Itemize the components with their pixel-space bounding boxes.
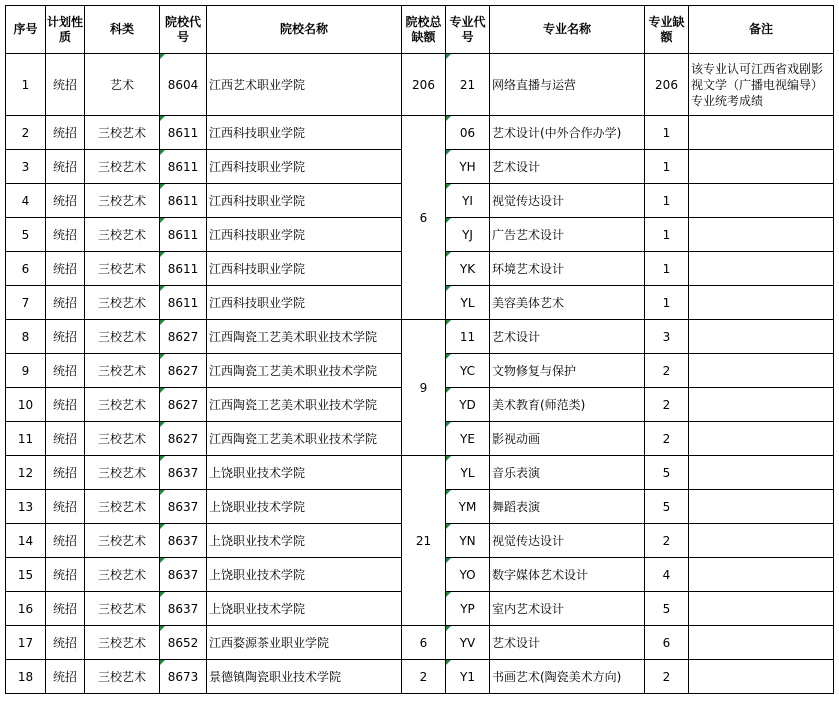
- major-code-cell: YC: [446, 354, 490, 388]
- major-name-cell: 舞蹈表演: [490, 490, 645, 524]
- major-code-cell: YK: [446, 252, 490, 286]
- plan-cell: 统招: [46, 524, 85, 558]
- category-cell: 三校艺术: [85, 524, 160, 558]
- major-name-cell: 网络直播与运营: [490, 54, 645, 116]
- school-code-cell: 8611: [160, 116, 207, 150]
- school-name-cell: 江西科技职业学院: [207, 116, 402, 150]
- major-gap-cell: 2: [645, 524, 689, 558]
- note-cell: [689, 626, 834, 660]
- major-name-cell: 美术教育(师范类): [490, 388, 645, 422]
- school-name-cell: 上饶职业技术学院: [207, 456, 402, 490]
- major-code-cell: YN: [446, 524, 490, 558]
- school-name-cell: 江西陶瓷工艺美术职业技术学院: [207, 354, 402, 388]
- school-name-cell: 江西科技职业学院: [207, 252, 402, 286]
- seq-cell: 13: [6, 490, 46, 524]
- school-name-cell: 景德镇陶瓷职业技术学院: [207, 660, 402, 694]
- major-name-cell: 环境艺术设计: [490, 252, 645, 286]
- plan-cell: 统招: [46, 150, 85, 184]
- header-school-code: 院校代号: [160, 6, 207, 54]
- major-name-cell: 广告艺术设计: [490, 218, 645, 252]
- category-cell: 三校艺术: [85, 286, 160, 320]
- header-school-total: 院校总缺额: [402, 6, 446, 54]
- category-cell: 三校艺术: [85, 218, 160, 252]
- school-name-cell: 江西科技职业学院: [207, 184, 402, 218]
- seq-cell: 11: [6, 422, 46, 456]
- table-row: [6, 54, 834, 116]
- header-major-code: 专业代号: [446, 6, 490, 54]
- major-code-cell: YL: [446, 456, 490, 490]
- plan-cell: 统招: [46, 592, 85, 626]
- header-note: 备注: [689, 6, 834, 54]
- major-gap-cell: 2: [645, 422, 689, 456]
- table-row: [6, 116, 834, 150]
- category-cell: 三校艺术: [85, 660, 160, 694]
- table-row: [6, 660, 834, 694]
- seq-cell: 17: [6, 626, 46, 660]
- major-name-cell: 书画艺术(陶瓷美术方向): [490, 660, 645, 694]
- major-gap-cell: 1: [645, 116, 689, 150]
- note-cell: [689, 184, 834, 218]
- major-name-cell: 艺术设计: [490, 150, 645, 184]
- major-code-cell: YV: [446, 626, 490, 660]
- seq-cell: 3: [6, 150, 46, 184]
- major-gap-cell: 206: [645, 54, 689, 116]
- category-cell: 艺术: [85, 54, 160, 116]
- plan-cell: 统招: [46, 558, 85, 592]
- major-code-cell: YL: [446, 286, 490, 320]
- major-name-cell: 视觉传达设计: [490, 524, 645, 558]
- school-code-cell: 8627: [160, 354, 207, 388]
- seq-cell: 8: [6, 320, 46, 354]
- header-school-name: 院校名称: [207, 6, 402, 54]
- category-cell: 三校艺术: [85, 150, 160, 184]
- major-name-cell: 艺术设计: [490, 626, 645, 660]
- seq-cell: 14: [6, 524, 46, 558]
- table-row: [6, 626, 834, 660]
- note-cell: [689, 354, 834, 388]
- school-total-cell: 2: [402, 660, 446, 694]
- major-code-cell: YD: [446, 388, 490, 422]
- table-row: [6, 456, 834, 490]
- major-gap-cell: 5: [645, 490, 689, 524]
- school-name-cell: 江西科技职业学院: [207, 286, 402, 320]
- note-cell: [689, 218, 834, 252]
- seq-cell: 18: [6, 660, 46, 694]
- major-name-cell: 美容美体艺术: [490, 286, 645, 320]
- plan-cell: 统招: [46, 354, 85, 388]
- note-cell: [689, 422, 834, 456]
- school-code-cell: 8611: [160, 184, 207, 218]
- seq-cell: 16: [6, 592, 46, 626]
- plan-cell: 统招: [46, 626, 85, 660]
- school-name-cell: 江西科技职业学院: [207, 150, 402, 184]
- plan-cell: 统招: [46, 422, 85, 456]
- school-name-cell: 江西科技职业学院: [207, 218, 402, 252]
- vacancy-table: [5, 5, 834, 694]
- major-code-cell: YH: [446, 150, 490, 184]
- major-name-cell: 室内艺术设计: [490, 592, 645, 626]
- major-gap-cell: 1: [645, 150, 689, 184]
- header-category: 科类: [85, 6, 160, 54]
- major-code-cell: YE: [446, 422, 490, 456]
- plan-cell: 统招: [46, 218, 85, 252]
- school-name-cell: 上饶职业技术学院: [207, 592, 402, 626]
- school-code-cell: 8637: [160, 592, 207, 626]
- note-cell: 该专业认可江西省戏剧影视文学（广播电视编导）专业统考成绩: [689, 54, 834, 116]
- category-cell: 三校艺术: [85, 558, 160, 592]
- header-major-gap: 专业缺额: [645, 6, 689, 54]
- seq-cell: 1: [6, 54, 46, 116]
- school-code-cell: 8637: [160, 558, 207, 592]
- major-name-cell: 文物修复与保护: [490, 354, 645, 388]
- major-gap-cell: 1: [645, 218, 689, 252]
- major-gap-cell: 1: [645, 252, 689, 286]
- school-code-cell: 8637: [160, 456, 207, 490]
- school-name-cell: 上饶职业技术学院: [207, 524, 402, 558]
- school-code-cell: 8611: [160, 252, 207, 286]
- note-cell: [689, 558, 834, 592]
- seq-cell: 15: [6, 558, 46, 592]
- school-name-cell: 江西陶瓷工艺美术职业技术学院: [207, 320, 402, 354]
- note-cell: [689, 286, 834, 320]
- header-row: [6, 6, 834, 54]
- school-name-cell: 江西艺术职业学院: [207, 54, 402, 116]
- category-cell: 三校艺术: [85, 592, 160, 626]
- major-gap-cell: 1: [645, 286, 689, 320]
- seq-cell: 4: [6, 184, 46, 218]
- school-total-cell: 6: [402, 626, 446, 660]
- school-name-cell: 江西婺源茶业职业学院: [207, 626, 402, 660]
- major-gap-cell: 3: [645, 320, 689, 354]
- school-name-cell: 上饶职业技术学院: [207, 490, 402, 524]
- category-cell: 三校艺术: [85, 354, 160, 388]
- major-code-cell: Y1: [446, 660, 490, 694]
- header-plan-type: 计划性质: [46, 6, 85, 54]
- note-cell: [689, 524, 834, 558]
- plan-cell: 统招: [46, 388, 85, 422]
- note-cell: [689, 116, 834, 150]
- plan-cell: 统招: [46, 184, 85, 218]
- category-cell: 三校艺术: [85, 252, 160, 286]
- school-code-cell: 8627: [160, 422, 207, 456]
- seq-cell: 10: [6, 388, 46, 422]
- major-code-cell: YJ: [446, 218, 490, 252]
- category-cell: 三校艺术: [85, 116, 160, 150]
- note-cell: [689, 388, 834, 422]
- note-cell: [689, 490, 834, 524]
- major-name-cell: 艺术设计: [490, 320, 645, 354]
- header-seq: 序号: [6, 6, 46, 54]
- note-cell: [689, 252, 834, 286]
- school-code-cell: 8611: [160, 286, 207, 320]
- major-name-cell: 视觉传达设计: [490, 184, 645, 218]
- plan-cell: 统招: [46, 54, 85, 116]
- school-code-cell: 8673: [160, 660, 207, 694]
- school-total-cell: 21: [402, 456, 446, 626]
- seq-cell: 6: [6, 252, 46, 286]
- category-cell: 三校艺术: [85, 184, 160, 218]
- category-cell: 三校艺术: [85, 626, 160, 660]
- school-code-cell: 8627: [160, 388, 207, 422]
- seq-cell: 7: [6, 286, 46, 320]
- category-cell: 三校艺术: [85, 422, 160, 456]
- school-total-cell: 9: [402, 320, 446, 456]
- major-code-cell: YI: [446, 184, 490, 218]
- major-name-cell: 音乐表演: [490, 456, 645, 490]
- school-code-cell: 8637: [160, 524, 207, 558]
- major-name-cell: 影视动画: [490, 422, 645, 456]
- school-code-cell: 8637: [160, 490, 207, 524]
- plan-cell: 统招: [46, 490, 85, 524]
- school-code-cell: 8604: [160, 54, 207, 116]
- major-gap-cell: 2: [645, 388, 689, 422]
- note-cell: [689, 456, 834, 490]
- category-cell: 三校艺术: [85, 388, 160, 422]
- major-gap-cell: 1: [645, 184, 689, 218]
- seq-cell: 12: [6, 456, 46, 490]
- plan-cell: 统招: [46, 456, 85, 490]
- major-gap-cell: 5: [645, 456, 689, 490]
- major-gap-cell: 2: [645, 660, 689, 694]
- category-cell: 三校艺术: [85, 490, 160, 524]
- table-row: [6, 320, 834, 354]
- school-code-cell: 8627: [160, 320, 207, 354]
- school-name-cell: 江西陶瓷工艺美术职业技术学院: [207, 388, 402, 422]
- seq-cell: 9: [6, 354, 46, 388]
- note-cell: [689, 320, 834, 354]
- major-gap-cell: 6: [645, 626, 689, 660]
- plan-cell: 统招: [46, 660, 85, 694]
- major-code-cell: YO: [446, 558, 490, 592]
- major-gap-cell: 5: [645, 592, 689, 626]
- plan-cell: 统招: [46, 116, 85, 150]
- plan-cell: 统招: [46, 320, 85, 354]
- school-code-cell: 8652: [160, 626, 207, 660]
- major-code-cell: 06: [446, 116, 490, 150]
- plan-cell: 统招: [46, 286, 85, 320]
- school-total-cell: 6: [402, 116, 446, 320]
- major-name-cell: 数字媒体艺术设计: [490, 558, 645, 592]
- note-cell: [689, 150, 834, 184]
- major-gap-cell: 4: [645, 558, 689, 592]
- major-name-cell: 艺术设计(中外合作办学): [490, 116, 645, 150]
- school-code-cell: 8611: [160, 150, 207, 184]
- seq-cell: 5: [6, 218, 46, 252]
- school-name-cell: 上饶职业技术学院: [207, 558, 402, 592]
- major-code-cell: YM: [446, 490, 490, 524]
- seq-cell: 2: [6, 116, 46, 150]
- school-name-cell: 江西陶瓷工艺美术职业技术学院: [207, 422, 402, 456]
- major-code-cell: YP: [446, 592, 490, 626]
- note-cell: [689, 660, 834, 694]
- major-gap-cell: 2: [645, 354, 689, 388]
- category-cell: 三校艺术: [85, 320, 160, 354]
- major-code-cell: 11: [446, 320, 490, 354]
- category-cell: 三校艺术: [85, 456, 160, 490]
- header-major-name: 专业名称: [490, 6, 645, 54]
- major-code-cell: 21: [446, 54, 490, 116]
- school-total-cell: 206: [402, 54, 446, 116]
- note-cell: [689, 592, 834, 626]
- school-code-cell: 8611: [160, 218, 207, 252]
- plan-cell: 统招: [46, 252, 85, 286]
